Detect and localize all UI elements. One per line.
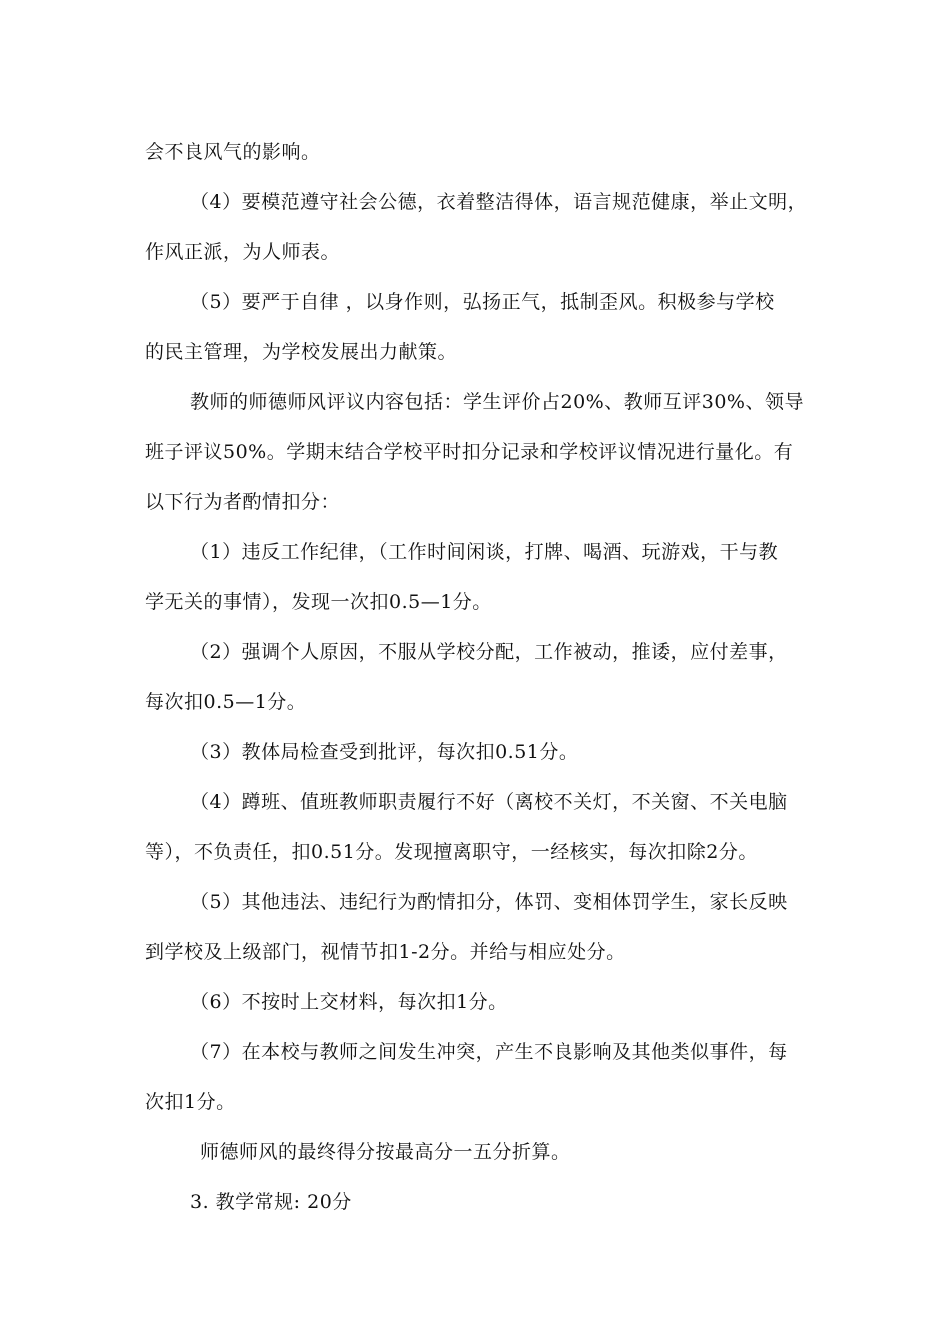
text-line: 次扣1分。 [145, 1091, 236, 1113]
text-line: 教师的师德师风评议内容包括：学生评价占20%、教师互评30%、领导 [190, 391, 804, 413]
text-line: 的民主管理，为学校发展出力献策。 [145, 341, 458, 363]
text-line: （4）蹲班、值班教师职责履行不好（离校不关灯，不关窗、不关电脑 [190, 791, 788, 813]
text-line: 会不良风气的影响。 [145, 141, 321, 163]
text-line: （1）违反工作纪律，（工作时间闲谈，打牌、喝酒、玩游戏，干与教 [190, 541, 779, 563]
text-line: （5）其他违法、违纪行为酌情扣分，体罚、变相体罚学生，家长反映 [190, 891, 788, 913]
text-line: 到学校及上级部门，视情节扣1-2分。并给与相应处分。 [145, 941, 626, 963]
text-line: （4）要模范遵守社会公德，衣着整洁得体，语言规范健康，举止文明， [190, 191, 808, 213]
text-line: 作风正派，为人师表。 [145, 241, 341, 263]
text-line: （5）要严于自律 ，以身作则，弘扬正气，抵制歪风。积极参与学校 [190, 291, 775, 313]
text-line: 班子评议50%。学期末结合学校平时扣分记录和学校评议情况进行量化。有 [145, 441, 794, 463]
text-line: 学无关的事情），发现一次扣0.5—1分。 [145, 591, 492, 613]
text-line: 师德师风的最终得分按最高分一五分折算。 [200, 1141, 571, 1163]
text-line: （3）教体局检查受到批评，每次扣0.51分。 [190, 741, 579, 763]
text-line: （6）不按时上交材料，每次扣1分。 [190, 991, 508, 1013]
section-heading: 3. 教学常规: 20分 [190, 1191, 352, 1213]
text-line: 以下行为者酌情扣分： [145, 491, 341, 513]
text-line: （2）强调个人原因，不服从学校分配，工作被动，推诿，应付差事， [190, 641, 788, 663]
text-line: 等），不负责任，扣0.51分。发现擅离职守，一经核实，每次扣除2分。 [145, 841, 758, 863]
text-line: （7）在本校与教师之间发生冲突，产生不良影响及其他类似事件，每 [190, 1041, 788, 1063]
text-line: 每次扣0.5—1分。 [145, 691, 307, 713]
